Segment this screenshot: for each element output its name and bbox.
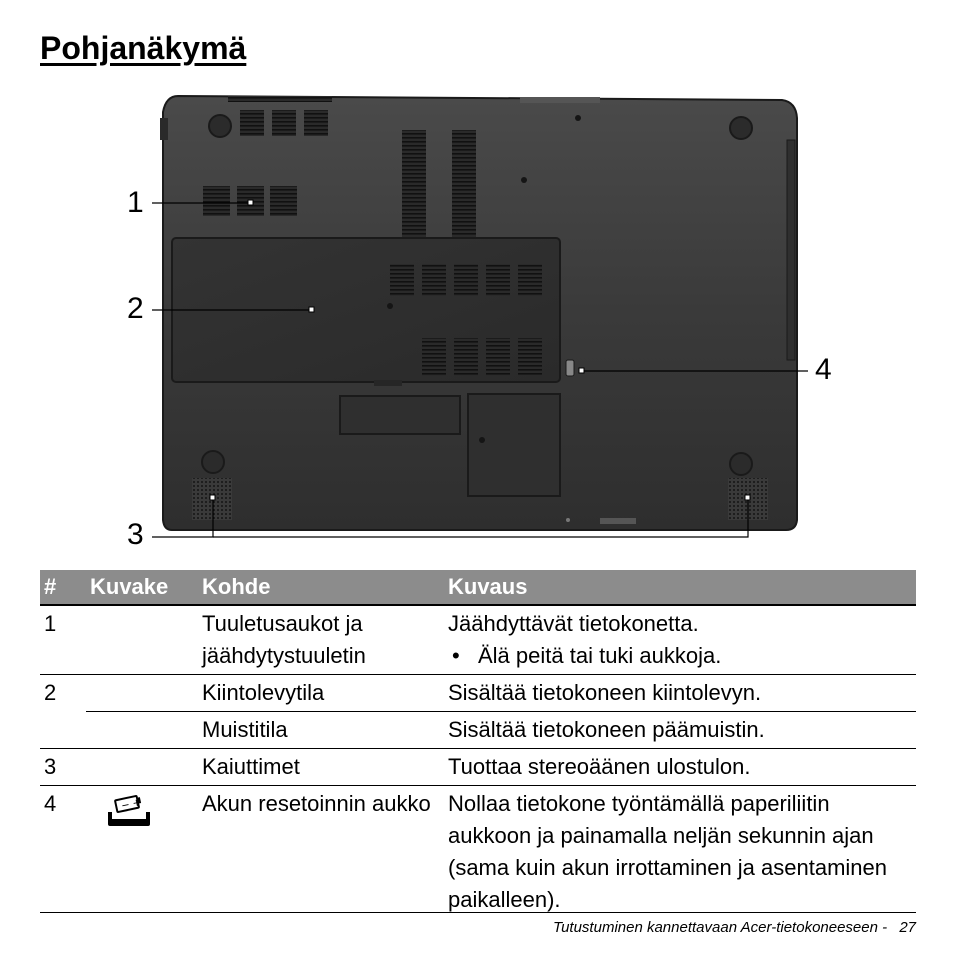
- page-title: Pohjanäkymä: [40, 30, 247, 66]
- row-number: 4: [40, 786, 86, 919]
- row-icon: [86, 605, 198, 675]
- row-number: 2: [40, 675, 86, 749]
- row-icon: [86, 675, 198, 712]
- row-item: Kaiuttimet: [198, 749, 444, 786]
- row-description: Tuottaa stereoäänen ulostulon.: [444, 749, 916, 786]
- page-footer: [40, 912, 916, 936]
- row-icon: [86, 712, 198, 749]
- table-row: [40, 749, 916, 786]
- row-item: Tuuletusaukot ja jäähdytystuuletin: [202, 611, 366, 668]
- header-number: #: [40, 570, 86, 605]
- header-description: Kuvaus: [444, 570, 916, 605]
- svg-text:− +: − +: [120, 797, 143, 813]
- row-icon: [86, 749, 198, 786]
- row-item: Akun resetoinnin aukko: [198, 786, 444, 919]
- page-number: 27: [899, 919, 916, 936]
- row-item: Muistitila: [198, 712, 444, 749]
- row-description-text: Jäähdyttävät tietokonetta.: [448, 611, 699, 636]
- row-description: Nollaa tietokone työntämällä paperiliitin aukkoon ja painamalla neljän sekunnin ajan (sama kuin akun irrottaminen ja asentaminen paikalleen).: [444, 786, 916, 919]
- table-row: [40, 605, 916, 675]
- row-description: [444, 605, 916, 675]
- row-number: 1: [44, 611, 57, 636]
- header-icon: Kuvake: [86, 570, 198, 605]
- row-icon: [86, 786, 198, 919]
- callout-3: 3: [127, 518, 144, 551]
- row-item: Kiintolevytila: [198, 675, 444, 712]
- footer-text: Tutustuminen kannettavaan Acer-tietokoneeseen -: [553, 919, 888, 936]
- callout-1: 1: [127, 186, 144, 219]
- table-row: [40, 786, 916, 919]
- battery-reset-hole: [566, 360, 574, 376]
- table-row: [40, 675, 916, 712]
- component-table: [40, 570, 916, 918]
- callout-2: 2: [127, 292, 144, 325]
- memory-bay-cover: [468, 394, 560, 496]
- row-bullet: • Älä peitä tai tuki aukkoja.: [448, 640, 916, 672]
- row-number: 3: [40, 749, 86, 786]
- table-row: [40, 712, 916, 749]
- table-header-row: [40, 570, 916, 605]
- row-description: Sisältää tietokoneen kiintolevyn.: [444, 675, 916, 712]
- row-description: Sisältää tietokoneen päämuistin.: [444, 712, 916, 749]
- battery-reset-icon: [104, 792, 154, 832]
- callout-4: 4: [815, 353, 832, 386]
- header-item: Kohde: [198, 570, 444, 605]
